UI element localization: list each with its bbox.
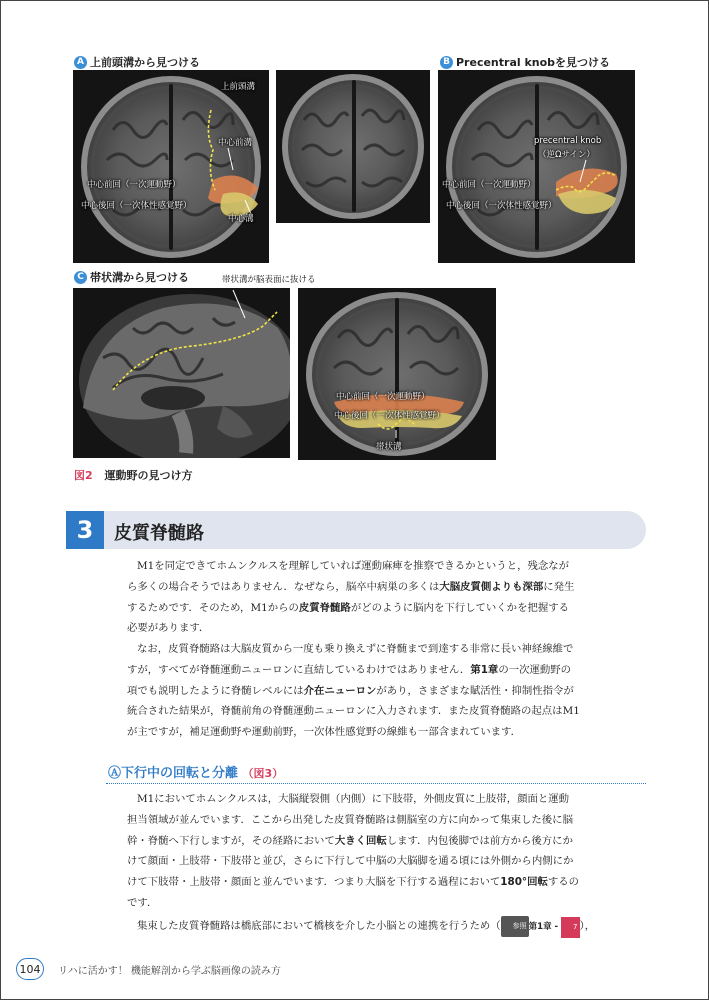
sagittal-brain [73, 288, 290, 458]
running-footer: リハに活かす！ 機能解剖から学ぶ脳画像の読み方 [58, 966, 281, 977]
reference-badge: 参照 [501, 916, 529, 937]
figure-c-label [74, 269, 189, 285]
emphasis-rotation: 大きく回転 [334, 834, 387, 847]
paragraph-line: 統合された結果が，脊髄前角の脊髄運動ニューロンに入力されます．また皮質脊髄路の起点はM1 [127, 705, 580, 718]
emphasis-cst: 皮質脊髄路 [298, 601, 351, 614]
annotation-postcentral-gyrus-c: 中心後回（一次体性感覚野） [334, 411, 445, 421]
paragraph-2 [127, 639, 647, 743]
figure-b-badge: B [440, 56, 453, 69]
figure-a-title: 上前頭溝から見つける [90, 56, 200, 69]
reference-chapter: 第1章 - [528, 922, 562, 932]
annotation-precentral-gyrus-c: 中心前回（一次運動野） [336, 392, 430, 402]
figure-caption [74, 467, 193, 483]
subsection-divider [106, 783, 646, 784]
mri-image-b [438, 70, 635, 263]
paragraph-line: すが，すべてが脊髄運動ニューロンに直結しているわけではありません．第1章の一次運動野の [127, 663, 572, 676]
paragraph-line: 幹・脊髄へ下行しますが，その経路において大きく回転します．内包後脚では前方から後方にか [127, 834, 573, 847]
annotation-precentral-sulcus: 中心前溝 [218, 138, 253, 148]
figure-c-title: 帯状溝から見つける [90, 271, 189, 284]
paragraph-line: 項でも説明したように脊髄レベルには介在ニューロンがあり，さまざまな賦活性・抑制性指令が [127, 684, 574, 697]
annotation-cingulate: 帯状溝 [376, 442, 402, 452]
paragraph-line: 必要があります． [127, 622, 210, 635]
subsection-figure-ref: （図3） [242, 767, 284, 780]
figure-b-label [440, 54, 610, 70]
paragraph-line: けて顔面・上肢帯・下肢帯と並び，さらに下行して中脳の大脳脚を通る頃には外側から内側にか [127, 855, 574, 868]
gyri-pattern [276, 70, 430, 223]
reference-number: 7 [561, 917, 579, 938]
figure-caption-text: 運動野の見つけ方 [104, 469, 193, 482]
gyri-pattern [438, 70, 635, 263]
mri-image-plain [276, 70, 430, 223]
figure-number: 図2 [74, 469, 93, 482]
subsection-title: Ⓐ下行中の回転と分離 [108, 766, 239, 781]
paragraph-line: 集束した皮質脊髄路は橋底部において橋核を介した小脳との連携を行うため（ 参照 第1章 - 7 ）， [127, 916, 647, 938]
paragraph-line: M1においてホムンクルスは，大脳縦裂側（内側）に下肢帯，外側皮質に上肢帯，顔面と運動 [137, 793, 570, 805]
paragraph-line: です． [127, 896, 158, 909]
paragraph-3 [127, 789, 647, 914]
paragraph-4 [127, 916, 647, 938]
section-number: 3 [66, 511, 104, 549]
annotation-sfs: 上前頭溝 [221, 82, 256, 92]
emphasis-interneuron: 介在ニューロン [303, 684, 377, 697]
paragraph-line: ら多くの場合そうではありません．なぜなら，脳卒中病巣の多くは大脳皮質側よりも深部に発生 [127, 580, 575, 593]
annotation-postcentral-gyrus-b: 中心後回（一次体性感覚野） [446, 201, 557, 211]
gyri-pattern [73, 70, 269, 263]
paragraph-line: が主ですが，補足運動野や運動前野，一次体性感覚野の線維も一部含まれています． [127, 726, 522, 739]
emphasis-deep: 大脳皮質側よりも深部 [439, 580, 544, 593]
annotation-central-sulcus: 中心溝 [228, 214, 254, 224]
section-title: 皮質脊髄路 [114, 523, 204, 544]
paragraph-line: 担当領域が並んでいます．ここから出発した皮質脊髄路は側脳室の方に向かって集束した後に脳 [127, 813, 573, 826]
annotation-omega-sign: （逆Ωサイン） [538, 150, 595, 160]
figure-a-badge: A [74, 56, 87, 69]
annotation-cingulate-surface: 帯状溝が脳表面に抜ける [222, 275, 316, 285]
subsection-heading [108, 762, 283, 781]
figure-a-label [74, 54, 200, 70]
paragraph-line: なお，皮質脊髄路は大脳皮質から一度も乗り換えずに脊髄まで到達する非常に長い神経線維で [137, 643, 574, 655]
annotation-precentral-gyrus-b: 中心前回（一次運動野） [442, 180, 536, 190]
paragraph-line: けて下肢帯・上肢帯・顔面と並んでいます．つまり大脳を下行する過程において180°回転するの [127, 876, 580, 889]
annotation-precentral-gyrus: 中心前回（一次運動野） [87, 180, 181, 190]
gyri-pattern [298, 288, 496, 460]
mri-image-a [73, 70, 269, 263]
paragraph-1 [127, 556, 647, 639]
paragraph-line: M1を同定できてホムンクルスを理解していれば運動麻痺を推察できるかというと，残念なが [137, 560, 570, 572]
emphasis-180: 180°回転 [500, 876, 548, 889]
mri-image-c-axial [298, 288, 496, 460]
mri-image-sagittal [73, 288, 290, 458]
page-number: 104 [16, 958, 44, 980]
emphasis-chapter1: 第1章 [470, 663, 499, 676]
figure-b-title: Precentral knobを見つける [456, 56, 611, 69]
paragraph-line: するためです．そのため，M1からの皮質脊髄路がどのように脳内を下行していくかを把握する [127, 601, 570, 614]
figure-c-badge: C [74, 271, 87, 284]
annotation-postcentral-gyrus: 中心後回（一次体性感覚野） [81, 201, 192, 211]
annotation-precentral-knob: precentral knob [534, 136, 602, 146]
